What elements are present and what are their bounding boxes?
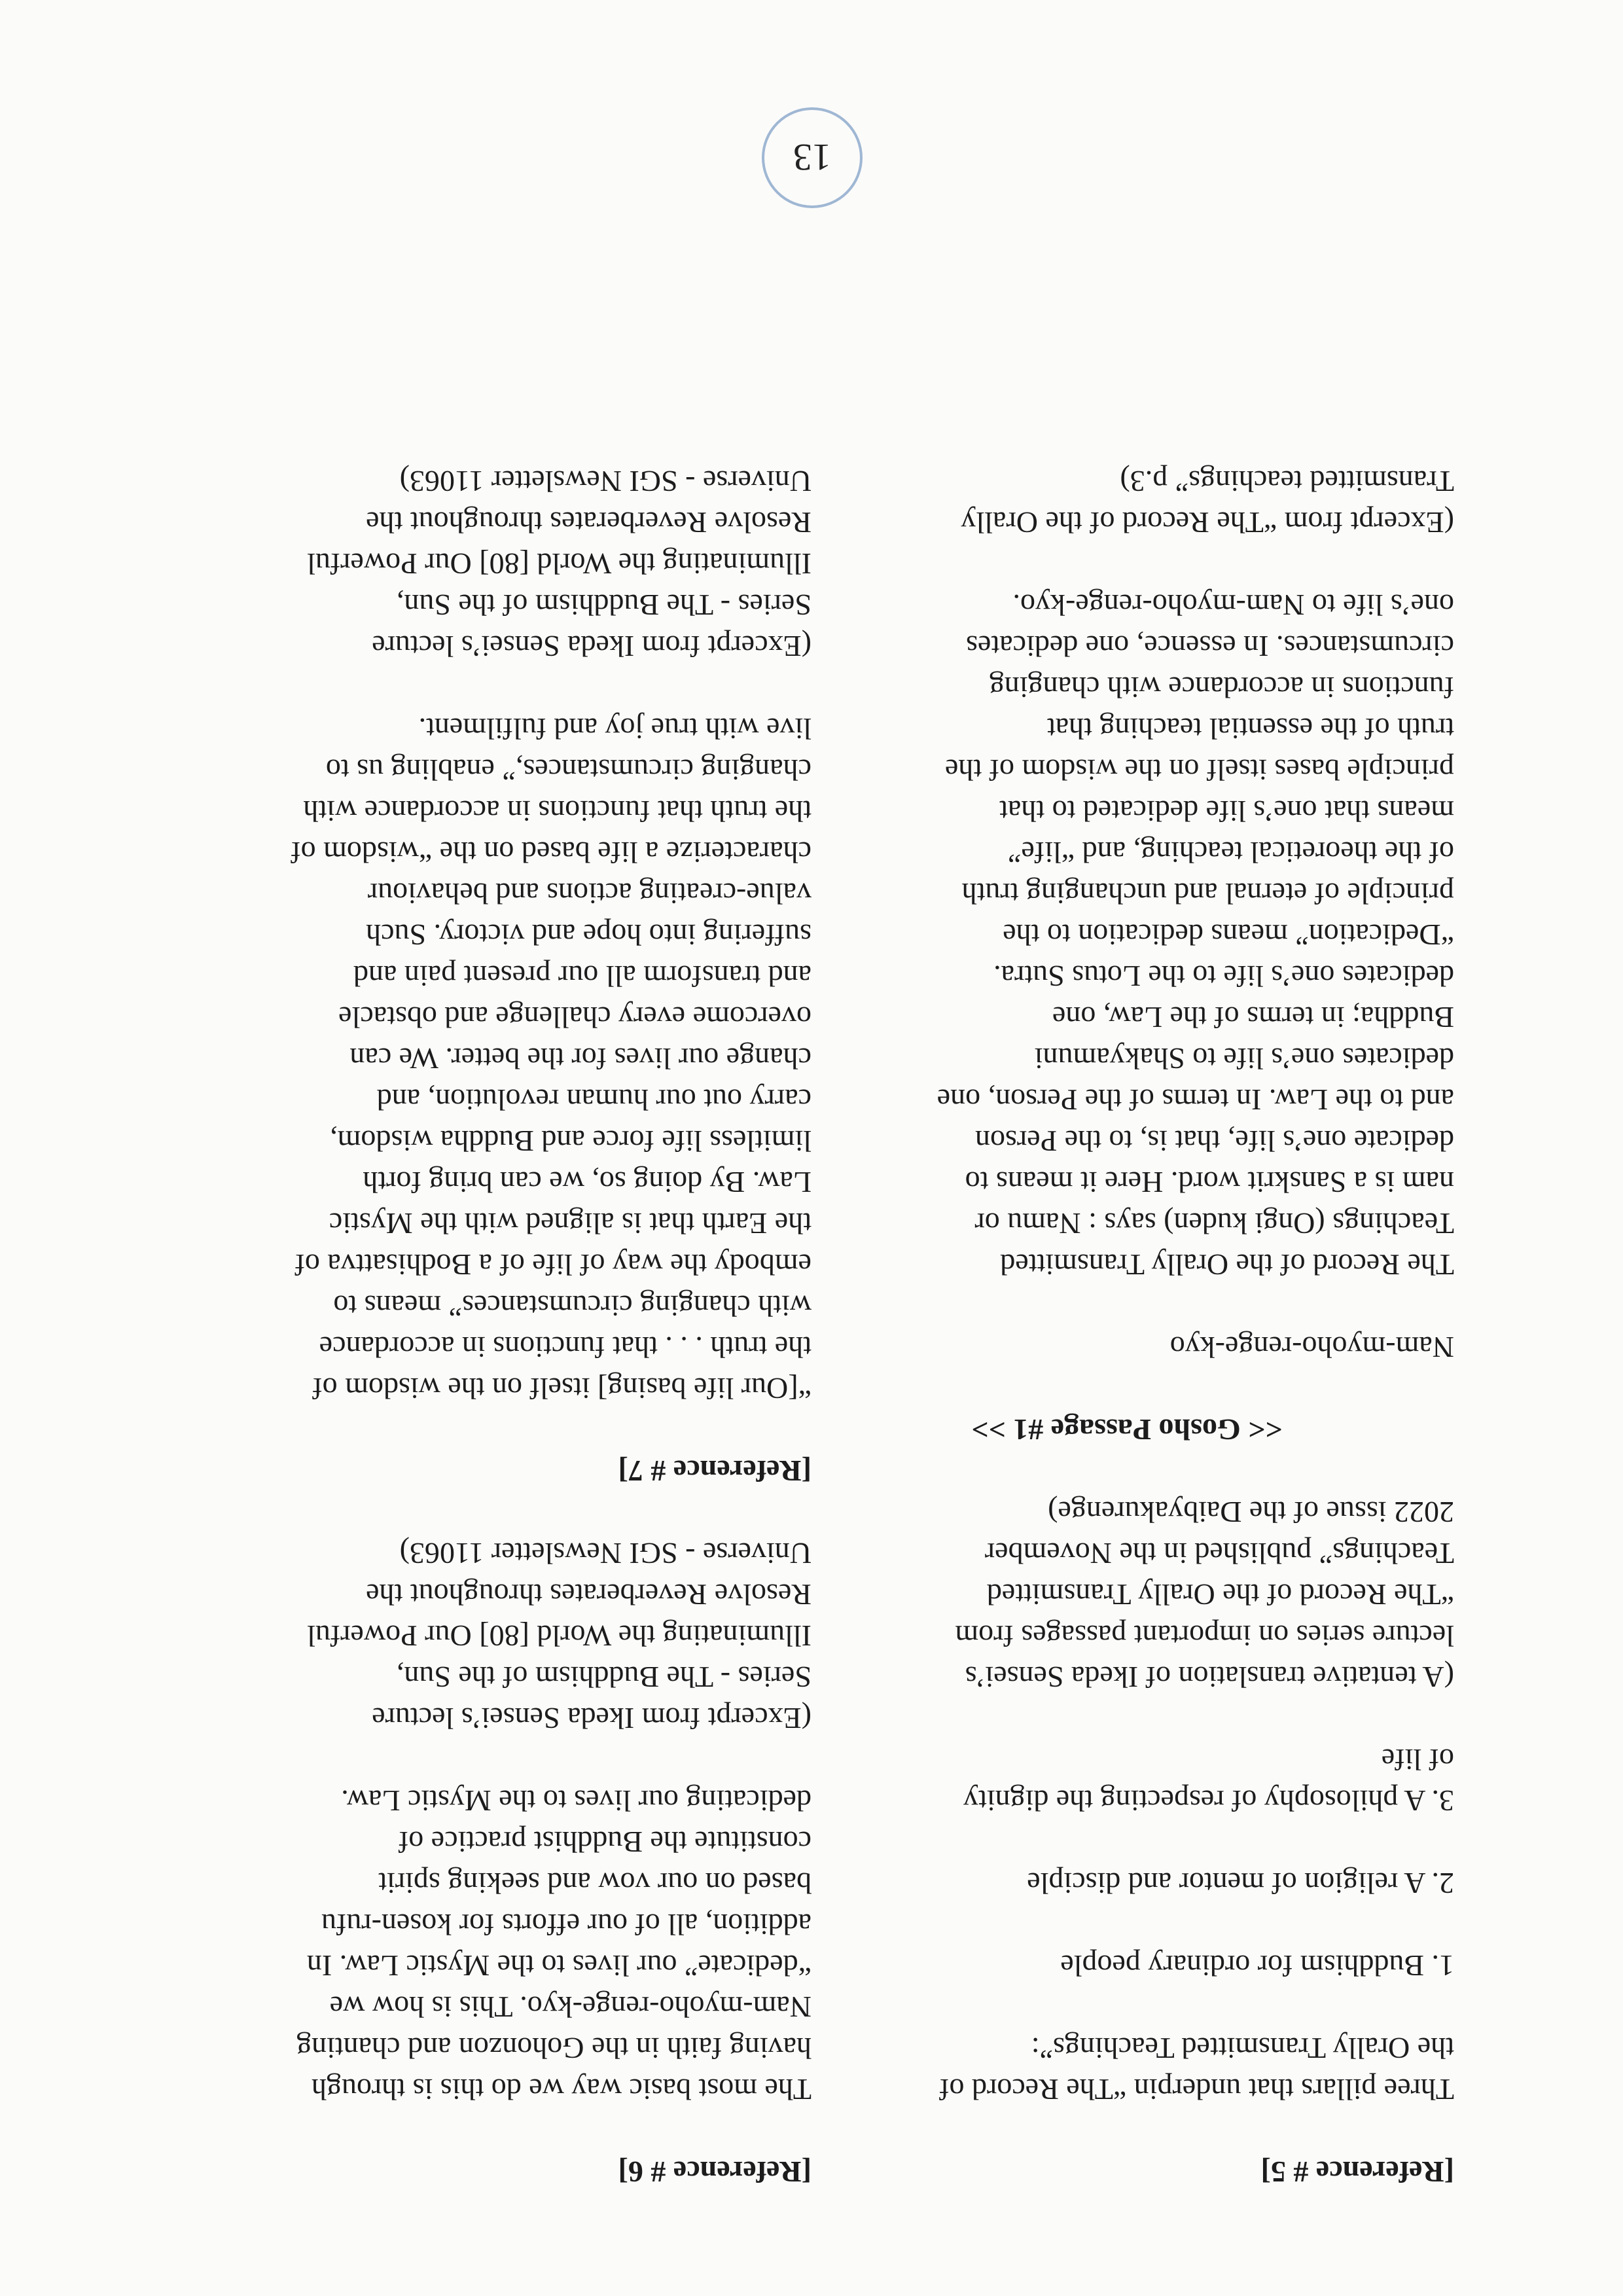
right-column-body (157, 420, 812, 2193)
gosho-passage-body: The Record of the Orally Transmitted Teachings (Ongi kuden) says : Namu or nam is a Sanskrit word. Here it means to dedicate one’s life, that is, to the Person and to the Law. In terms of the Person, one dedicates one’s life to Shakyamuni Buddha; in terms of the Law, one dedicates one’s life to the Lotus Sutra. “Dedication” means dedication to the principle of eternal and unchanging truth of the theoretical teaching, and “life” means that one’s life dedicated to that principle bases itself on the wisdom of the truth of the essential teaching that functions in accordance with changing circumstances. In essence, one dedicates one’s life to Nam-myoho-renge-kyo. (936, 588, 1454, 1282)
reference-5-intro: Three pillars that underpin “The Record of the Orally Transmitted Teachings”: (939, 2032, 1454, 2106)
page-number (762, 107, 863, 208)
reference-6-citation: (Excerpt from Ikeda Sensei’s lecture Series - The Buddhism of the Sun, Illuminating the World [80] Our Powerful Resolve Reverberates throughout the Universe - SGI Newsletter 11063) (307, 1537, 812, 1735)
page-number-text: 13 (793, 136, 831, 179)
reference-5-citation: (A tentative translation of Ikeda Sensei’s lecture series on important passages from “The Record of the Orally Transmitted Teachings” published in the November 2022 issue of the Daibyakurenge) (955, 1496, 1454, 1694)
gosho-passage-title: Nam-myoho-renge-kyo (1169, 1331, 1454, 1364)
reference-5-heading: [Reference # 5] (1260, 2155, 1454, 2189)
reference-7-heading: [Reference # 7] (618, 1454, 812, 1488)
gosho-passage-heading: << Gosho Passage #1 >> (971, 1413, 1283, 1446)
reference-6-body: The most basic way we do this is through having faith in the Gohonzon and chanting Nam-myoho-renge-kyo. This is how we “dedicate” our lives to the Mystic Law. In addition, all of our efforts for kosen-rufu based on our vow and seeking spirit constitute the Buddhist practice of dedicating our lives to the Mystic Law. (296, 1784, 812, 2106)
pillar-item-2: 2. A religion of mentor and disciple (1027, 1867, 1454, 1900)
pillar-item-1: 1. Buddhism for ordinary people (1060, 1949, 1454, 1982)
gosho-passage-citation: (Excerpt from “The Record of the Orally Transmitted teachings” p.3) (961, 465, 1454, 539)
reference-6-heading: [Reference # 6] (618, 2155, 812, 2189)
pillar-item-3: 3. A philosophy of respecting the dignity of life (963, 1743, 1454, 1818)
left-column-body (800, 420, 1454, 2193)
reference-7-body: “[Our life basing] itself on the wisdom of the truth . . . that functions in accordance with changing circumstances” means to embody the way of life of a Bodhisattva of the Earth that is aligned with the Mystic Law. By doing so, we can bring forth limitless life force and Buddha wisdom, carry out our human revolution, and change our lives for the better. We can overcome every challenge and obstacle and transform all our present pain and suffering into hope and victory. Such value-creating actions and behaviour characterize a life based on the “wisdom of the truth that functions in accordance with changing circumstances,” enabling us to live with true joy and fulfilment. (291, 712, 812, 1405)
reference-7-citation: (Excerpt from Ikeda Sensei’s lecture Series - The Buddhism of the Sun, Illuminating the World [80] Our Powerful Resolve Reverberates throughout the Universe - SGI Newsletter 11063) (307, 465, 812, 663)
